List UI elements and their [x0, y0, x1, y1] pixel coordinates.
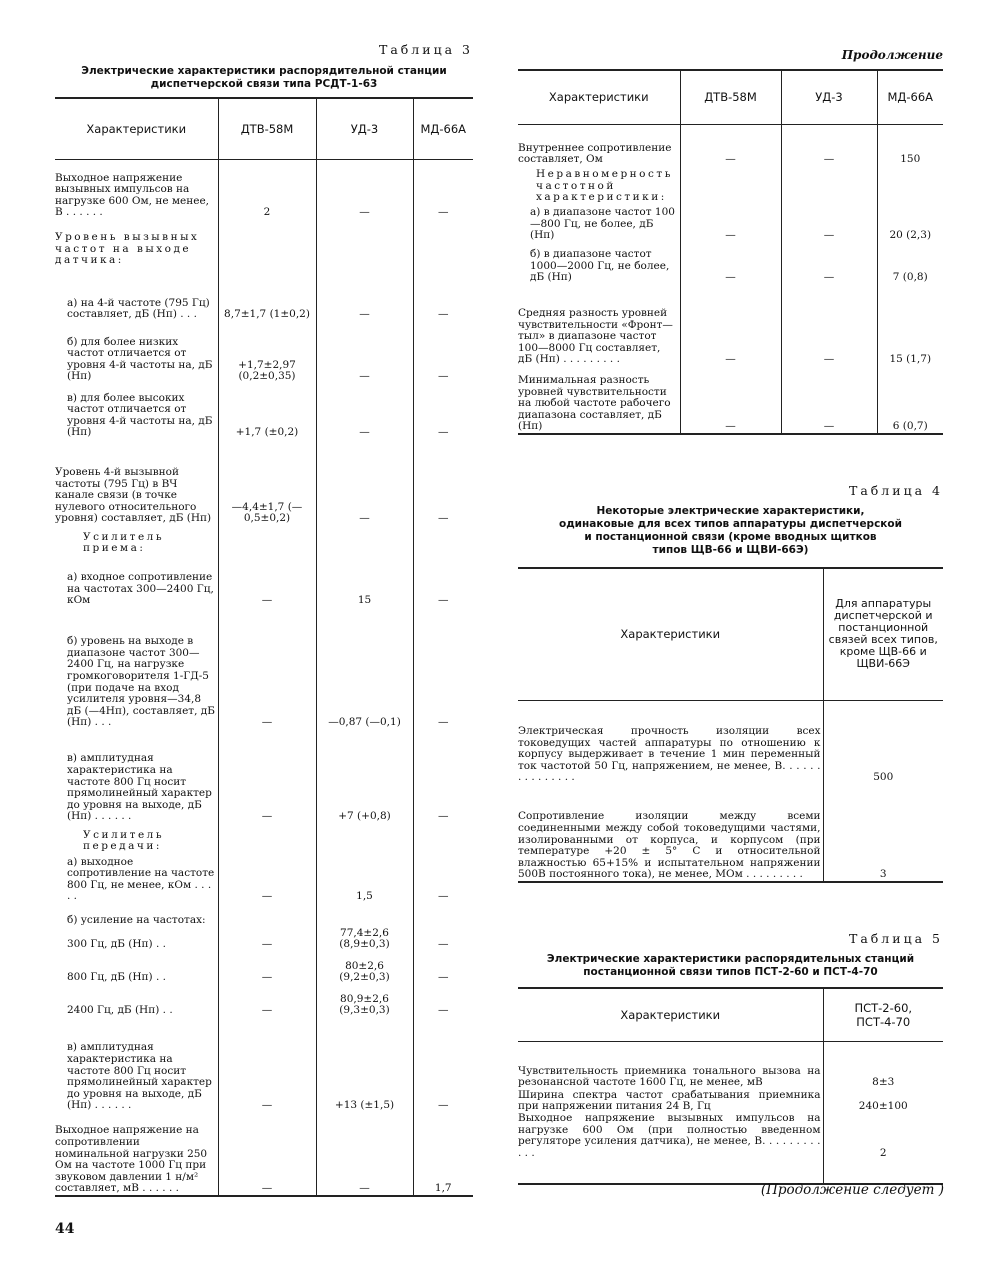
cell: [316, 219, 413, 267]
row-label: а) в диапазоне частот 100—800 Гц, не более, дБ (Нп): [530, 206, 675, 242]
page-number: 44: [55, 1221, 75, 1237]
table-row: [518, 1041, 943, 1089]
cont-header-dtv: ДТВ-58М: [680, 70, 781, 124]
table3-continued: [518, 69, 943, 435]
cell: [680, 166, 781, 204]
cell: —: [413, 729, 473, 823]
cell: —: [316, 267, 413, 321]
cell: —: [218, 951, 316, 984]
cell: +13 (±1,5): [316, 1017, 413, 1112]
table3-header-md: МД-66А: [413, 98, 473, 159]
row-label: б) уровень на выходе в диапазоне частот 300—2400 Гц, на нагрузке громкоговорителя 1-ГД-5 (при подаче на вход усилителя уровня—34,8 дБ (—4Нп), составляет, дБ (Нп) . . .: [67, 635, 215, 729]
row-label: в) амплитудная характеристика на частоте 800 Гц носит прямолинейный характер до уровня на выходе, дБ (Нп) . . . . . .: [67, 752, 212, 823]
table3-number: Таблица 3: [378, 42, 473, 57]
row-label: а) на 4-й частоте (795 Гц) составляет, дБ (Нп) . . .: [67, 296, 210, 321]
cell: —: [413, 159, 473, 219]
row-label: Выходное напряжение вызывных импульсов на нагрузке 600 Ом (при полностью введенном регуляторе усиления датчика), не менее, В. . . . . . . . . . . .: [518, 1113, 823, 1184]
table5-title: Электрические характеристики распорядительных станций постанционной связи типов ПСТ-2-60 и ПСТ-4-70: [546, 953, 915, 978]
table-row: [55, 159, 473, 219]
cell: —: [316, 439, 413, 525]
table-row: [55, 439, 473, 525]
table-row: [518, 204, 943, 242]
table-row: [55, 853, 473, 903]
row-label: 2400 Гц, дБ (Нп) . .: [67, 1004, 173, 1017]
cell: —: [218, 853, 316, 903]
cell: [413, 823, 473, 853]
table4-number: Таблица 4: [848, 483, 943, 498]
right-column: [518, 0, 943, 1185]
cell: —: [316, 1112, 413, 1196]
table5-header-char: Характеристики: [518, 988, 823, 1041]
row-label: Уровень 4-й вызывной частоты (795 Гц) в ВЧ канале связи (в точке нулевого относительного уровня) составляет, дБ (Нп): [55, 466, 212, 525]
cell: 2: [218, 159, 316, 219]
cell: —: [218, 984, 316, 1017]
cell: 77,4±2,6 (8,9±0,3): [316, 927, 413, 951]
cell: —: [413, 555, 473, 607]
row-label: Чувствительность приемника тонального вызова на резонансной частоте 1600 Гц, не менее, мВ: [518, 1064, 821, 1089]
cell: [316, 903, 413, 927]
table-row: [518, 366, 943, 434]
table-row: [55, 525, 473, 555]
cell: 3: [823, 784, 943, 882]
table-row: [55, 823, 473, 853]
cell: —: [781, 284, 877, 366]
table-row: [55, 219, 473, 267]
cell: [218, 823, 316, 853]
table-row: [518, 166, 943, 204]
continuation-label: Продолжение: [841, 48, 943, 62]
table-row: [518, 784, 943, 882]
cell: —: [781, 204, 877, 242]
table5: [518, 987, 943, 1185]
row-label: а) входное сопротивление на частотах 300—2400 Гц, кОм: [67, 571, 214, 607]
continued-note: (Продолжение следует ): [760, 1182, 944, 1198]
cell: —: [316, 383, 413, 439]
table-row: [55, 1017, 473, 1112]
row-label: а) выходное сопротивление на частоте 800 Гц, не менее, кОм . . . . .: [67, 855, 215, 903]
cell: —: [680, 284, 781, 366]
cell: [413, 525, 473, 555]
cell: —: [413, 951, 473, 984]
table3-header-ud: УД-3: [316, 98, 413, 159]
cell: [413, 219, 473, 267]
table3: [55, 97, 473, 1197]
row-label: Сопротивление изоляции между всеми соединенными между собой токоведущими частями, изолированными от корпуса, и корпусом (при температуре +20 ± 5° С и относительной влажностью 65+15% и испытательном напряжении 500В постоянного тока), не менее, МОм . . . . . . . . .: [518, 784, 823, 882]
row-label: Средняя разность уровней чувствительности «Фронт—тыл» в диапазоне частот 100—8000 Гц составляет, дБ (Нп) . . . . . . . . .: [518, 307, 673, 366]
cell: —: [680, 242, 781, 284]
cell: —: [680, 366, 781, 434]
cell: —: [413, 321, 473, 383]
table-row: [55, 555, 473, 607]
row-label: Усилитель передачи:: [83, 828, 165, 853]
table-row: [55, 927, 473, 951]
cell: [413, 903, 473, 927]
table-row: [55, 383, 473, 439]
table4-header-all: Для аппаратуры диспетчерской и постанционной связей всех типов, кроме ЩВ-66 и ЩВИ-66Э: [823, 568, 943, 700]
table-row: [55, 984, 473, 1017]
row-label: Внутреннее сопротивление составляет, Ом: [518, 141, 672, 166]
row-label: Усилитель приема:: [83, 530, 165, 555]
row-label: Выходное напряжение на сопротивлении номинальной нагрузки 250 Ом на частоте 1000 Гц при звуковом давлении 1 н/м² составляет, мВ . . . . . .: [55, 1112, 218, 1196]
table-row: [518, 1089, 943, 1113]
cell: —: [680, 204, 781, 242]
cell: [218, 525, 316, 555]
row-label: б) для более низких частот отличается от уровня 4-й частоты на, дБ (Нп): [67, 335, 213, 383]
cell: 15: [316, 555, 413, 607]
table-row: [518, 124, 943, 166]
cell: 240±100: [823, 1089, 943, 1113]
cell: 150: [877, 124, 943, 166]
cell: 500: [823, 700, 943, 784]
cell: —: [413, 267, 473, 321]
row-label: в) амплитудная характеристика на частоте 800 Гц носит прямолинейный характер до уровня на выходе, дБ (Нп) . . . . . .: [67, 1041, 212, 1112]
cell: —: [218, 729, 316, 823]
row-label: Неравномерность частотной характеристики:: [536, 168, 673, 204]
table3-header-char: Характеристики: [55, 98, 218, 159]
cell: 8±3: [823, 1041, 943, 1089]
table-row: [55, 321, 473, 383]
table-row: [55, 729, 473, 823]
cell: +1,7 (±0,2): [218, 383, 316, 439]
cell: —: [413, 1017, 473, 1112]
cell: 7 (0,8): [877, 242, 943, 284]
cell: 15 (1,7): [877, 284, 943, 366]
cell: —: [218, 1017, 316, 1112]
row-label: б) в диапазоне частот 1000—2000 Гц, не более, дБ (Нп): [530, 248, 670, 284]
cell: [877, 166, 943, 204]
table-row: [55, 1112, 473, 1196]
table-row: [518, 1113, 943, 1184]
table5-number: Таблица 5: [848, 931, 943, 946]
table4-title: Некоторые электрические характеристики, одинаковые для всех типов аппаратуры диспетчерской и постанционной связи (кроме вводных щитков типов ЩВ-66 и ЩВИ-66Э): [558, 505, 902, 556]
cell: 20 (2,3): [877, 204, 943, 242]
cell: 80±2,6 (9,2±0,3): [316, 951, 413, 984]
cell: [316, 823, 413, 853]
table-row: [55, 267, 473, 321]
table5-header-pst: ПСТ-2-60, ПСТ-4-70: [823, 988, 943, 1041]
table-row: [518, 242, 943, 284]
table-row: [55, 951, 473, 984]
table-row: [55, 903, 473, 927]
row-label: Выходное напряжение вызывных импульсов на нагрузке 600 Ом, не менее, В . . . . . .: [55, 171, 210, 219]
row-label: б) усиление на частотах:: [67, 914, 206, 927]
cell: —: [413, 927, 473, 951]
cont-header-ud: УД-3: [781, 70, 877, 124]
cell: —: [781, 124, 877, 166]
table-row: [55, 607, 473, 729]
cell: —: [413, 984, 473, 1017]
cell: 1,7: [413, 1112, 473, 1196]
cell: —0,87 (—0,1): [316, 607, 413, 729]
cell: [316, 525, 413, 555]
cell: 8,7±1,7 (1±0,2): [218, 267, 316, 321]
cont-header-md: МД-66А: [877, 70, 943, 124]
cell: +7 (+0,8): [316, 729, 413, 823]
cell: —: [316, 159, 413, 219]
table-row: [518, 700, 943, 784]
table4-header-char: Характеристики: [518, 568, 823, 700]
cell: —: [781, 366, 877, 434]
cell: [218, 219, 316, 267]
cell: +1,7±2,97 (0,2±0,35): [218, 321, 316, 383]
row-label: в) для более высоких частот отличается от уровня 4-й частоты на, дБ (Нп): [67, 391, 213, 439]
cont-header-char: Характеристики: [518, 70, 680, 124]
row-label: Электрическая прочность изоляции всех токоведущих частей аппаратуры по отношению к корпусу выдерживает в течение 1 мин переменный ток частотой 50 Гц, напряжением, не менее, В. . . . . . . . . . . . . . .: [518, 725, 821, 784]
cell: 80,9±2,6 (9,3±0,3): [316, 984, 413, 1017]
row-label: 300 Гц, дБ (Нп) . .: [67, 938, 166, 951]
cell: —: [218, 1112, 316, 1196]
cell: [218, 903, 316, 927]
cell: 1,5: [316, 853, 413, 903]
cell: —: [218, 927, 316, 951]
table3-title: Электрические характеристики распорядительной станции диспетчерской связи типа РСДТ-1-63: [81, 65, 447, 90]
table3-header-dtv: ДТВ-58М: [218, 98, 316, 159]
cell: [781, 166, 877, 204]
cell: —: [413, 439, 473, 525]
cell: 6 (0,7): [877, 366, 943, 434]
cell: —: [218, 607, 316, 729]
row-label: Ширина спектра частот срабатывания приемника при напряжении питания 24 В, Гц: [518, 1088, 821, 1113]
row-label: Минимальная разность уровней чувствительности на любой частоте рабочего диапазона составляет, дБ (Нп): [518, 366, 680, 434]
cell: —: [316, 321, 413, 383]
cell: —: [680, 124, 781, 166]
cell: —: [413, 607, 473, 729]
left-column: [55, 0, 473, 1197]
table-row: [518, 284, 943, 366]
cell: 2: [823, 1113, 943, 1184]
cell: —: [413, 853, 473, 903]
table4: [518, 567, 943, 883]
cell: —: [413, 383, 473, 439]
cell: —: [781, 242, 877, 284]
row-label: 800 Гц, дБ (Нп) . .: [67, 971, 166, 984]
row-label: Уровень вызывных частот на выходе датчика:: [55, 231, 200, 267]
cell: —4,4±1,7 (—0,5±0,2): [218, 439, 316, 525]
cell: —: [218, 555, 316, 607]
